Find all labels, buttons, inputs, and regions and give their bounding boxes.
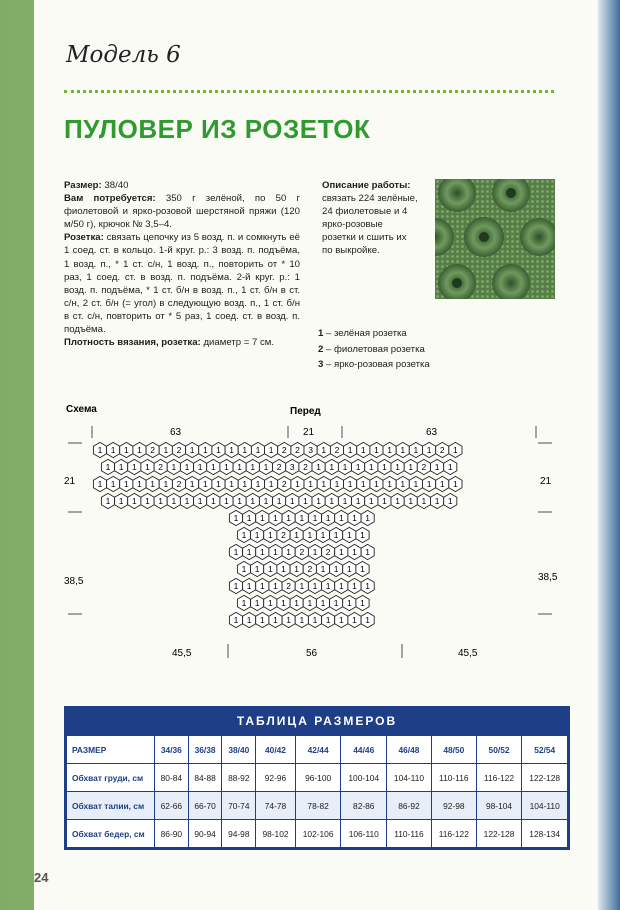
rosette-number: 1 [110,479,116,490]
rosette-number: 1 [312,581,318,592]
work-description [322,179,418,258]
rosette-number: 1 [171,496,177,507]
rosette-number: 1 [320,564,326,575]
rosette-number: 1 [286,547,292,558]
rosette-number: 1 [97,445,103,456]
table-cell: 116-122 [476,764,522,792]
dim-right-lower: 38,5 [538,572,558,583]
rosette-number: 1 [347,479,353,490]
table-cell: 66-70 [188,792,222,820]
legend-item [318,342,430,358]
rosette-number: 1 [434,462,440,473]
rosette-number: 1 [307,598,313,609]
table-cell: 102-106 [295,820,341,848]
description-label: Описание работы: [322,180,411,191]
rosette-number: 1 [299,513,305,524]
size-column-header: 52/54 [522,736,568,764]
rosette-number: 1 [400,479,406,490]
table-cell: 98-104 [476,792,522,820]
table-cell: 94-98 [222,820,256,848]
rosette-number: 1 [137,479,142,490]
rosette-number: 1 [312,547,318,558]
dim-bottom-right: 45,5 [458,648,478,659]
rosette-number: 2 [276,462,282,473]
rosette-number: 1 [163,479,169,490]
size-table-grid [66,735,568,848]
rosette-number: 1 [439,479,445,490]
size-column-header: 48/50 [431,736,476,764]
rosette-number: 1 [321,445,327,456]
rosette-number: 1 [329,462,335,473]
size-column-header: 44/46 [341,736,387,764]
table-cell: 104-110 [387,764,432,792]
table-cell: 122-128 [522,764,568,792]
rosette-number: 1 [267,598,273,609]
instructions-text [64,179,300,349]
table-cell: 116-122 [431,820,476,848]
rosette-number: 1 [259,581,265,592]
rosette-number: 1 [426,445,432,456]
rosette-number: 1 [382,496,387,507]
knit-sample-photo [435,179,555,299]
legend-number: 1 [318,328,324,339]
dim-top-right: 63 [426,427,438,438]
rosette-number: 1 [184,462,190,473]
rosette-number: 1 [158,496,164,507]
rosette-number: 1 [118,462,124,473]
rosette-label: Розетка: [64,232,104,244]
rosette-number: 2 [307,564,313,575]
rosette-number: 1 [360,445,366,456]
rosette-number: 2 [421,462,427,473]
dim-right-upper: 21 [540,476,552,487]
rosette-number: 1 [118,496,124,507]
size-table-body [67,764,568,848]
table-cell: 86-90 [155,820,189,848]
rosette-number: 1 [426,479,432,490]
dim-top-left: 63 [170,427,182,438]
rosette-number: 1 [395,496,400,507]
rosette-number: 1 [189,479,195,490]
model-heading: Модель 6 [66,42,181,68]
rosette-scheme [60,400,560,662]
rosette-number: 1 [325,513,331,524]
rosette-value: связать цепочку из 5 возд. п. и сомкнуть её 1 соед. ст. в кольцо. 1-й круг. р.: 3 возд. п. подъёма, 1 возд. п., * 1 ст. с/н, 1 возд. п., повторить от * 10 раз, 1 соед. ст. в возд. п. подъёма. 2-й круг. р.: 1 возд. п. подъёма, * 1 ст. б/н в возд. п., 1 ст. б/н в ст. с/н, 2 ст. б/н (= угол) в следующую возд. п., 1 ст. б/н в ст. с/н, повторить от * 5 раз, 1 соед. ст. в возд. п. подъёма. [64,232,300,336]
rosette-number: 1 [421,496,427,507]
table-cell: 90-94 [188,820,222,848]
rosette-number: 1 [255,479,261,490]
rosette-number: 1 [365,581,371,592]
rosette-number: 1 [123,445,129,456]
rosette-number: 1 [453,445,458,456]
rosette-number: 1 [197,462,203,473]
rosette-number: 1 [254,530,260,541]
size-column-header: 42/44 [295,736,341,764]
rosette-number: 2 [281,530,286,541]
rosette-number: 1 [281,564,286,575]
rosette-number: 1 [352,615,357,626]
table-row [67,792,568,820]
rosette-number: 1 [413,479,419,490]
rosette-number: 1 [281,598,286,609]
rosette-number: 1 [210,462,216,473]
rosette-number: 1 [365,547,371,558]
rosette-number: 1 [255,445,261,456]
size-column-header: 40/42 [256,736,296,764]
rosette-number: 1 [334,479,340,490]
rosette-number: 1 [259,513,265,524]
rosette-number: 2 [439,445,445,456]
rosette-number: 1 [163,445,169,456]
rosette-number: 1 [368,496,374,507]
rosette-number: 1 [308,479,313,490]
rosette-number: 1 [210,496,216,507]
legend-text: – ярко-розовая розетка [323,359,430,370]
rosette-number: 1 [254,598,260,609]
rosette-number: 1 [241,598,247,609]
rosette-number: 1 [325,581,331,592]
rosette-number: 1 [197,496,203,507]
rosette-number: 1 [131,496,137,507]
page-spine [598,0,620,910]
rosette-number: 1 [360,598,365,609]
rosette-number: 1 [312,615,318,626]
rosette-number: 1 [303,496,308,507]
rosette-number: 3 [308,445,313,456]
rosette-number: 1 [229,445,235,456]
table-cell: 70-74 [222,792,256,820]
table-cell: 88-92 [222,764,256,792]
color-legend [318,326,430,373]
rosette-number: 1 [131,462,137,473]
rosette-number: 1 [145,496,150,507]
rosette-number: 2 [150,445,156,456]
rosette-number: 1 [338,547,344,558]
table-cell: 62-66 [155,792,189,820]
rosette-number: 1 [352,547,357,558]
rosette-number: 1 [276,496,282,507]
size-table [64,706,570,850]
size-column-header: 38/40 [222,736,256,764]
rosette-number: 2 [176,445,182,456]
legend-text: – зелёная розетка [323,328,407,339]
rosette-number: 1 [224,496,229,507]
rosette-number: 2 [334,445,340,456]
scheme-label: Схема [66,404,97,415]
rosette-number: 1 [346,598,352,609]
rosette-number: 1 [268,445,274,456]
dim-bottom-mid: 56 [306,648,318,659]
rosette-number: 1 [434,496,440,507]
rosette-number: 1 [342,462,348,473]
description-text: связать 224 зелёные, 24 фиолетовые и 4 ярко-розовые розетки и сшить их по выкройке. [322,193,418,257]
rosette-number: 1 [374,479,379,490]
rosette-number: 1 [338,615,344,626]
size-column-header: 36/38 [188,736,222,764]
rosette-number: 2 [325,547,331,558]
rosette-number: 1 [259,547,265,558]
rosette-number: 1 [202,445,208,456]
front-label: Перед [290,406,321,417]
rosette-number: 1 [268,479,274,490]
rosette-number: 2 [281,445,287,456]
rosette-number: 1 [295,479,300,490]
rosette-number: 1 [342,496,348,507]
table-cell: 128-134 [522,820,568,848]
rosette-number: 1 [338,581,344,592]
size-column-header: 34/36 [155,736,189,764]
rosette-number: 1 [241,564,247,575]
rosette-number: 1 [286,513,292,524]
rosette-number: 1 [408,462,414,473]
table-cell: 82-86 [341,792,387,820]
rosette-number: 1 [294,530,300,541]
rosette-number: 1 [216,479,221,490]
materials-value: 350 г зелёной, по 50 г фиолетовой и ярко-розовой шерстяной пряжи (120 м/50 г), крючок № 3,5–4. [64,193,300,231]
table-cell: 92-96 [256,764,296,792]
rosette-number: 1 [320,598,326,609]
table-row [67,820,568,848]
table-cell: 96-100 [295,764,341,792]
table-cell: 92-98 [431,792,476,820]
rosette-number: 1 [365,615,371,626]
rosette-number: 1 [250,462,256,473]
table-cell: 80-84 [155,764,189,792]
rosette-number: 1 [346,530,352,541]
rosette-number: 1 [184,496,190,507]
rosette-number: 1 [233,513,239,524]
rosette-number: 1 [338,513,344,524]
legend-text: – фиолетовая розетка [323,343,425,355]
rosette-number: 1 [325,615,331,626]
rosette-number: 1 [312,513,318,524]
rosette-number: 1 [286,615,292,626]
rosette-number: 1 [352,513,357,524]
dim-bottom-left: 45,5 [172,648,192,659]
rosette-number: 1 [316,462,321,473]
rosette-number: 1 [387,479,392,490]
rosette-number: 1 [347,445,353,456]
size-label: Размер: [64,180,102,191]
rosette-number: 1 [413,445,419,456]
rosette-number: 1 [333,530,339,541]
dim-left-lower: 38,5 [64,576,84,587]
table-header-row [67,736,568,764]
rosette-number: 1 [246,547,252,558]
page-title: ПУЛОВЕР ИЗ РОЗЕТОК [64,114,371,144]
rosette-number: 1 [237,462,243,473]
rosette-number: 1 [355,496,361,507]
rosette-number: 1 [233,581,239,592]
rosette-number: 1 [333,598,339,609]
table-cell: 110-116 [387,820,432,848]
rosette-number: 1 [246,615,252,626]
table-cell: 104-110 [522,792,568,820]
rosette-number: 1 [273,615,278,626]
legend-number: 2 [318,343,324,355]
rosette-number: 1 [299,581,305,592]
gauge-value: диаметр = 7 см. [203,337,275,349]
table-cell: 78-82 [295,792,341,820]
rosette-number: 1 [273,581,278,592]
rosette-number: 1 [447,462,453,473]
rosette-number: 1 [387,445,392,456]
size-header-label: РАЗМЕР [67,736,155,764]
rosette-number: 1 [294,564,300,575]
gauge-label: Плотность вязания, розетка: [64,337,201,349]
rosette-number: 1 [263,462,269,473]
size-value: 38/40 [104,180,129,191]
rosette-number: 1 [189,445,195,456]
rosette-number: 1 [137,445,142,456]
rosette-number: 1 [242,445,248,456]
table-cell: 84-88 [188,764,222,792]
rosette-number: 1 [299,615,305,626]
size-table-title: ТАБЛИЦА РАЗМЕРОВ [66,708,568,735]
rosette-number: 1 [254,564,260,575]
rosette-number: 1 [320,530,326,541]
rosette-number: 1 [447,496,453,507]
dotted-divider [64,90,554,93]
table-cell: 100-104 [341,764,387,792]
rosette-number: 1 [267,530,273,541]
rosette-grid [93,442,462,627]
rosette-number: 1 [365,513,371,524]
table-row [67,764,568,792]
rosette-number: 2 [303,462,308,473]
rosette-number: 1 [242,479,248,490]
table-cell: 110-116 [431,764,476,792]
rosette-number: 1 [346,564,352,575]
rosette-number: 1 [110,445,116,456]
table-cell: 106-110 [341,820,387,848]
rosette-number: 2 [281,479,287,490]
rosette-number: 1 [316,496,321,507]
row-label: Обхват груди, см [67,764,155,792]
rosette-number: 1 [246,581,252,592]
rosette-number: 1 [250,496,256,507]
rosette-number: 1 [105,462,111,473]
rosette-number: 1 [374,445,379,456]
rosette-number: 1 [333,564,339,575]
legend-number: 3 [318,359,324,370]
rosette-number: 1 [233,615,239,626]
rosette-number: 1 [360,564,365,575]
rosette-number: 2 [286,581,292,592]
rosette-number: 1 [289,496,295,507]
rosette-number: 1 [273,547,278,558]
rosette-number: 1 [395,462,400,473]
rosette-number: 1 [355,462,361,473]
rosette-number: 1 [259,615,265,626]
rosette-number: 1 [382,462,387,473]
rosette-number: 1 [453,479,458,490]
size-column-header: 50/52 [476,736,522,764]
dim-left-upper: 21 [64,476,76,487]
rosette-number: 2 [299,547,305,558]
rosette-number: 3 [289,462,295,473]
table-cell: 74-78 [256,792,296,820]
rosette-number: 1 [294,598,300,609]
rosette-number: 1 [400,445,406,456]
table-cell: 86-92 [387,792,432,820]
rosette-number: 1 [368,462,374,473]
rosette-number: 1 [321,479,327,490]
rosette-number: 1 [202,479,208,490]
rosette-number: 1 [360,530,365,541]
materials-label: Вам потребуется: [64,193,156,205]
rosette-number: 1 [229,479,235,490]
rosette-number: 1 [246,513,252,524]
rosette-number: 2 [295,445,300,456]
rosette-number: 2 [158,462,164,473]
rosette-number: 1 [352,581,357,592]
rosette-number: 1 [171,462,177,473]
rosette-number: 1 [224,462,229,473]
legend-item [318,357,430,373]
rosette-number: 1 [329,496,335,507]
rosette-number: 1 [233,547,239,558]
rosette-number: 1 [216,445,221,456]
rosette-number: 1 [105,496,111,507]
rosette-number: 1 [123,479,129,490]
rosette-number: 1 [273,513,278,524]
rosette-number: 1 [360,479,366,490]
table-cell: 98-102 [256,820,296,848]
dim-top-mid: 21 [303,427,315,438]
legend-item [318,326,430,342]
rosette-number: 1 [408,496,414,507]
rosette-number: 2 [176,479,182,490]
rosette-number: 1 [267,564,273,575]
rosette-number: 1 [145,462,150,473]
rosette-number: 1 [150,479,156,490]
rosette-number: 1 [307,530,313,541]
row-label: Обхват бедер, см [67,820,155,848]
row-label: Обхват талии, см [67,792,155,820]
size-column-header: 46/48 [387,736,432,764]
rosette-number: 1 [97,479,103,490]
rosette-number: 1 [241,530,247,541]
rosette-number: 1 [237,496,243,507]
page-number: 24 [34,870,49,885]
table-cell: 122-128 [476,820,522,848]
rosette-number: 1 [263,496,269,507]
